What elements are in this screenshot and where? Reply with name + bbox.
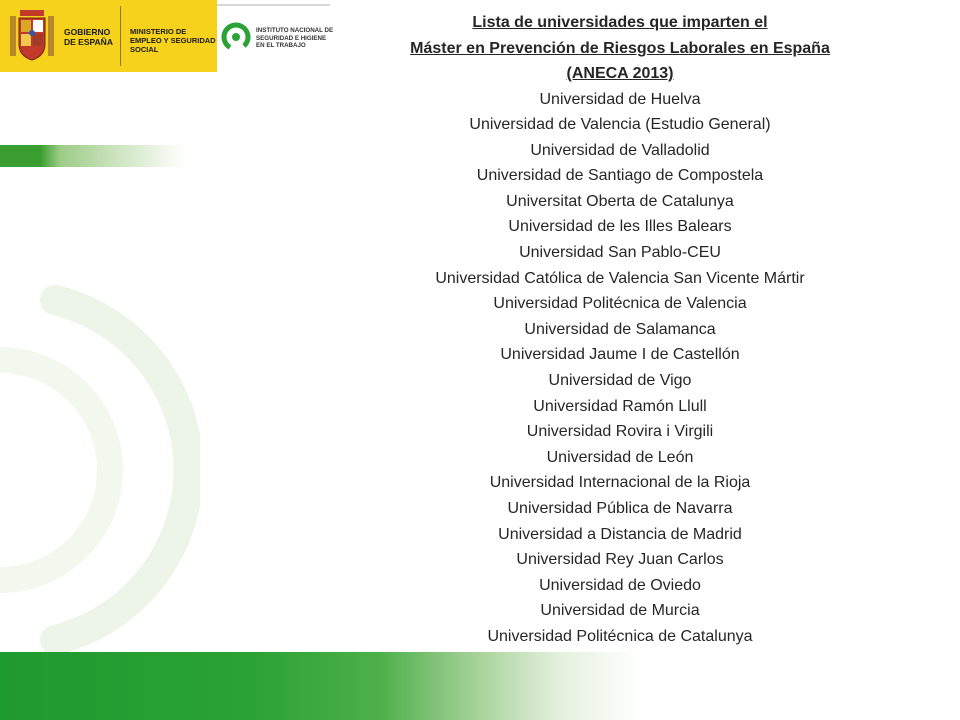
title-line-1: Lista de universidades que imparten el [472,14,768,31]
ministry-label: MINISTERIO DE EMPLEO Y SEGURIDAD SOCIAL [130,27,216,54]
green-bottom-bar [0,652,960,720]
header-line [217,4,330,6]
list-item: Universidad de Huelva [539,90,701,108]
list-item: Universidad Politécnica de Catalunya [487,627,753,645]
title-line-3: (ANECA 2013) [566,65,674,82]
list-item: Universidad Rovira i Virgili [526,423,714,441]
university-list [340,87,900,650]
list-item: Universidad de les Illes Balears [508,218,732,236]
list-item: Universidad de Salamanca [524,320,716,338]
list-item: Universidad Católica de Valencia San Vicente Mártir [435,269,805,287]
list-item: Universidad de Santiago de Compostela [476,167,764,185]
list-item: Universidad Politécnica de Valencia [493,295,747,313]
coat-of-arms-icon [8,6,56,66]
list-item: Universidad Rey Juan Carlos [516,551,724,569]
logo-divider [120,6,121,66]
main-content [340,10,900,650]
list-item: Universidad Internacional de la Rioja [489,474,751,492]
institute-label: INSTITUTO NACIONAL DE SEGURIDAD E HIGIENE EN EL TRABAJO [256,27,334,49]
green-side-strip [0,145,185,167]
list-item: Universidad de Vigo [548,372,692,390]
insht-logo-icon [221,22,251,52]
list-item: Universidad Pública de Navarra [507,500,733,517]
list-item: Universidad de Valladolid [530,141,710,159]
list-item: Universidad de Oviedo [539,576,701,594]
list-item: Universidad a Distancia de Madrid [498,525,742,543]
list-item: Universidad San Pablo-CEU [519,244,721,262]
list-item: Universidad Jaume I de Castellón [500,346,740,364]
list-item: Universidad de Valencia (Estudio General) [469,116,771,134]
list-item: Universidad Ramón Llull [533,397,707,415]
list-item: Universidad de Murcia [540,602,700,620]
title-line-2: Máster en Prevención de Riesgos Laborales en España [410,39,830,57]
decorative-arcs [0,280,200,660]
list-item: Universitat Oberta de Catalunya [506,192,734,210]
list-item: Universidad de León [546,448,694,466]
government-label: GOBIERNO DE ESPAÑA [64,27,113,47]
